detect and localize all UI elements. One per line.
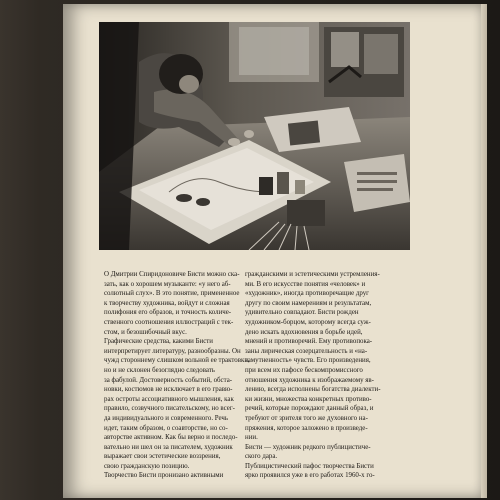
article-text-right: гражданскими и эстетическими устремления- ми. В его искусстве понятия «человек» и «художник», иногда противоречащие друг другу по своим намерениям и результатам, удивительно совпадают. Бисти рожден художником-борцом, которому всегда суж- дено искать вдохновения в борьбе идей, мнений и противоречий. Ему противопока- заны лирическая созерцательность и «на- замутненность» чувств. Его произведения, при всем их пафосе бескомпромиссного отношения художника к изображаемому яв- лению, всегда исполнены богатства диалекти- ки жизни, множества конкретных противо- речий, которые порождают данный образ, и требуют от зрителя того же духовного на- пряжения, которое заложено в произведе- нии. Бисти — художник редкого публицистиче- ского дара. Публицистический пафос творчества Бисти ярко проявился уже в его работах 1960-х го-: [245, 271, 381, 480]
artist-photograph: [99, 22, 410, 250]
article-text-left: О Дмитрии Спиридоновиче Бисти можно ска- зать, как о хорошем музыканте: «у него аб- солютный слух». В это понятие, примененное к творчеству художника, войдут и сложная полифония его образов, и точность количе- ственного соотношения иллюстраций с тек- стом, и безошибочный вкус. Графические средства, какими Бисти интерпретирует литературу, разнообразны. Он чужд стороннему слишком вольной ее трактовки, но и не склонен безоглядно следовать за фабулой. Достоверность событий, обста- новки, костюмов не исключает в его гравю- рах остроты ассоциативного мышления, как правило, созвучного писательскому, но всег- да индивидуального и современного. Речь идет, таким образом, о соавторстве, но со- авторстве активном. Как бы верно и последо- вательно ни шел он за писателем, художник выражает свои эстетические воззрения, свою гражданскую позицию. Творчество Бисти пронизано активными: [104, 271, 250, 480]
page-edge: [481, 4, 487, 498]
article-column-right: [245, 270, 412, 481]
